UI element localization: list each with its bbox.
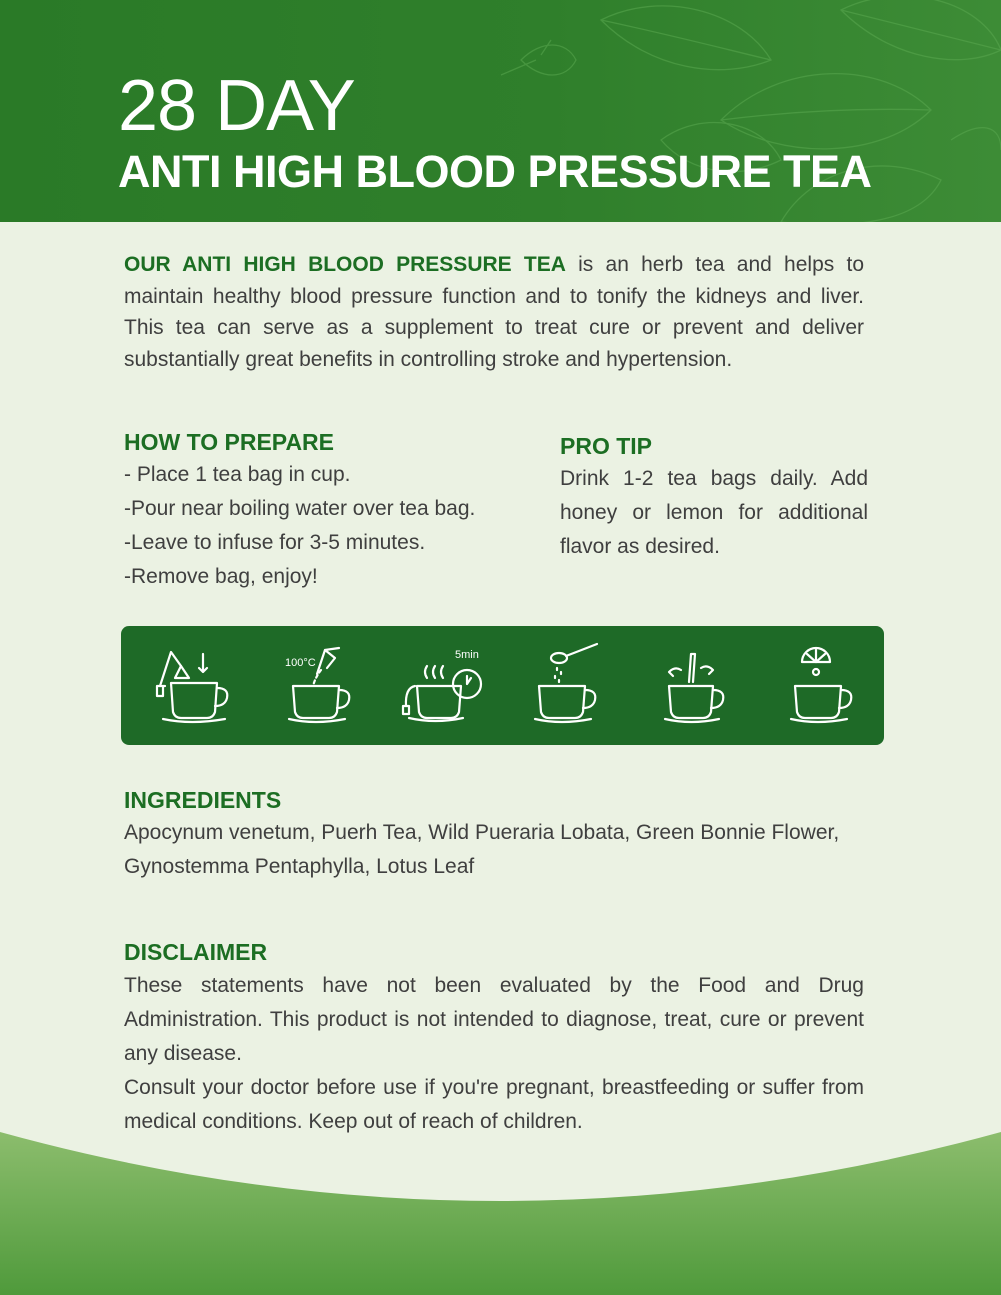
stir-cup-icon	[661, 626, 741, 745]
pro-tip-text: Drink 1-2 tea bags daily. Add honey or lemon for additional flavor as desired.	[560, 467, 868, 558]
header-banner	[0, 0, 1001, 222]
intro-paragraph	[124, 249, 864, 375]
intro-text: is an herb tea and helps to maintain healthy blood pressure function and to tonify the kidneys and liver. This tea can serve as a supplement to treat cure or prevent and deliver substantially great benefits in controlling stroke and hypertension.	[124, 253, 864, 371]
disclaimer-body	[124, 969, 864, 1139]
add-sweetener-spoon-icon	[529, 626, 609, 745]
list-item: - Place 1 tea bag in cup.	[124, 463, 351, 486]
pro-tip-heading: PRO TIP	[560, 433, 653, 459]
footer-wave	[0, 1120, 1001, 1295]
preparation-icon-strip	[121, 626, 884, 745]
prepare-steps-list	[124, 458, 475, 594]
tea-bag-in-cup-icon	[151, 626, 231, 745]
list-item: -Leave to infuse for 3-5 minutes.	[124, 531, 426, 554]
lemon-slice-cup-icon	[785, 626, 865, 745]
boiling-water-pour-icon	[281, 626, 361, 745]
steep-time-label: 5min	[455, 649, 479, 661]
ingredients-text: Apocynum venetum, Puerh Tea, Wild Pueraria Lobata, Green Bonnie Flower, Gynostemma Pentaphylla, Lotus Leaf	[124, 821, 840, 878]
steep-timer-icon	[399, 626, 489, 745]
title-line-1: 28 DAY	[118, 66, 355, 146]
title-line-2: ANTI HIGH BLOOD PRESSURE TEA	[118, 146, 872, 197]
how-to-prepare-heading: HOW TO PREPARE	[124, 429, 334, 455]
disclaimer-text-1: These statements have not been evaluated by the Food and Drug Administration. This product is not intended to diagnose, treat, cure or prevent any disease.	[124, 974, 864, 1065]
disclaimer-heading: DISCLAIMER	[124, 939, 268, 965]
list-item: -Pour near boiling water over tea bag.	[124, 497, 476, 520]
temperature-label: 100°C	[285, 657, 316, 669]
disclaimer-text-2: Consult your doctor before use if you're pregnant, breastfeeding or suffer from medical conditions. Keep out of reach of children.	[124, 1076, 864, 1133]
ingredients-heading: INGREDIENTS	[124, 787, 282, 813]
list-item: -Remove bag, enjoy!	[124, 565, 318, 588]
intro-lead: OUR ANTI HIGH BLOOD PRESSURE TEA	[124, 253, 566, 276]
